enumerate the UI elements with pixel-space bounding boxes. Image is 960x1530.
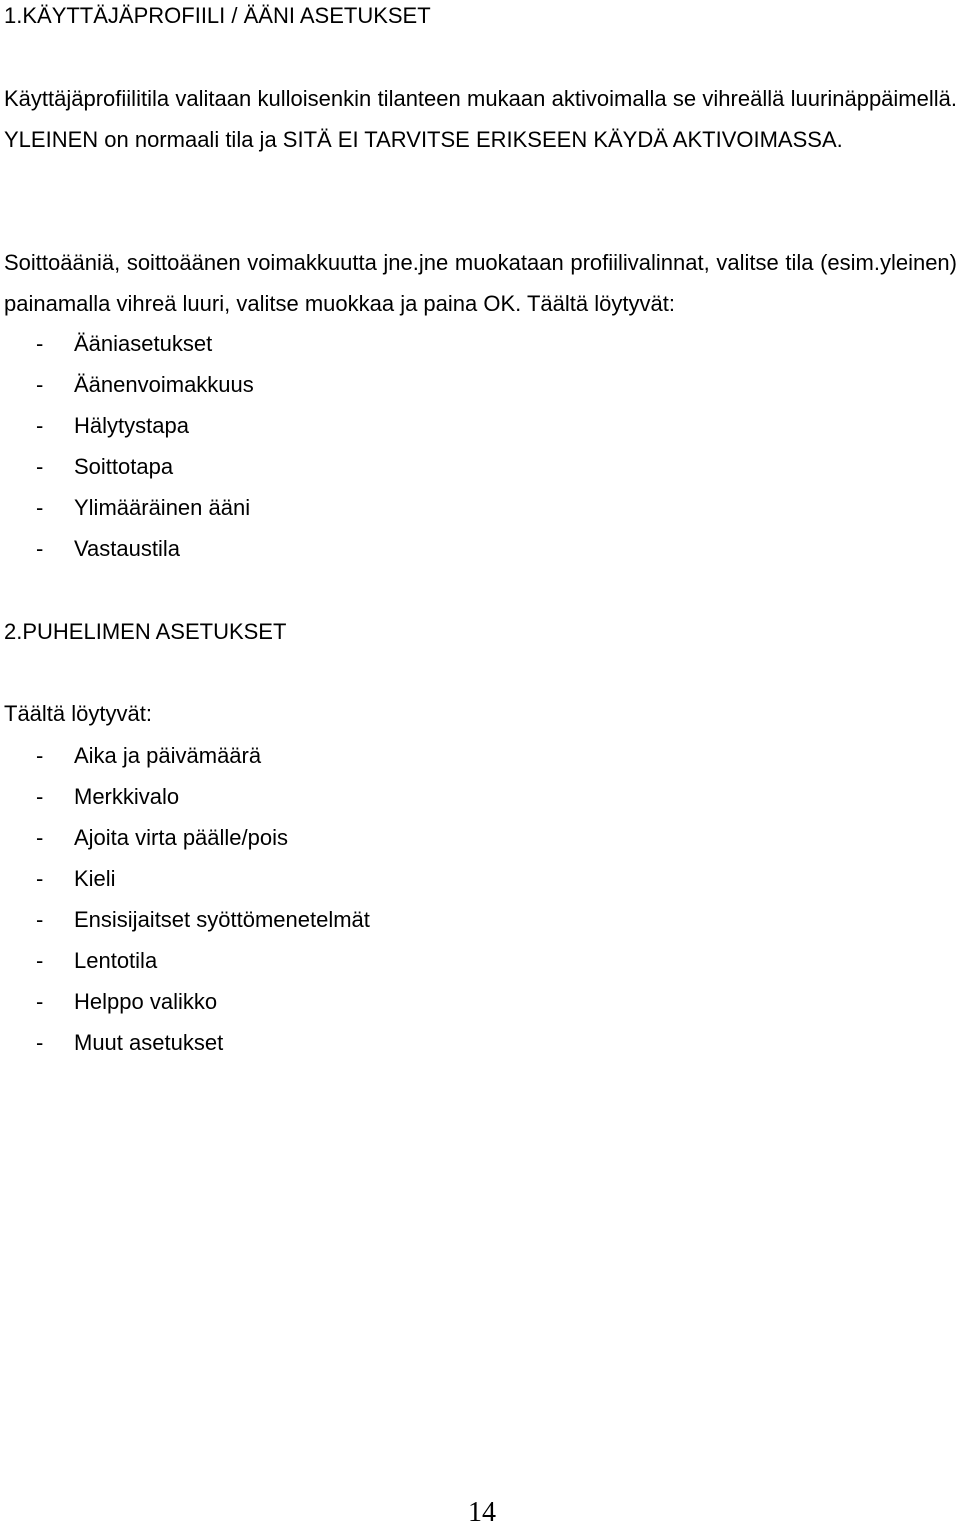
list-dash: - — [36, 495, 44, 520]
list-item-label: Aika ja päivämäärä — [74, 743, 262, 768]
page-number: 14 — [468, 1497, 496, 1528]
list-item-label: Äänenvoimakkuus — [74, 372, 254, 397]
list-dash: - — [36, 825, 44, 850]
list-dash: - — [36, 413, 44, 438]
list-dash: - — [36, 454, 44, 479]
list-dash: - — [36, 331, 44, 356]
list-item-label: Vastaustila — [74, 536, 180, 561]
list-dash: - — [36, 1030, 44, 1055]
list-dash: - — [36, 948, 44, 973]
phone-settings-intro: Täältä löytyvät: — [4, 701, 152, 726]
section-2-heading: 2.PUHELIMEN ASETUKSET — [4, 619, 287, 644]
list-item-label: Kieli — [74, 866, 116, 891]
list-dash: - — [36, 866, 44, 891]
list-dash: - — [36, 743, 44, 768]
list-dash: - — [36, 536, 44, 561]
list-item-label: Soittotapa — [74, 454, 174, 479]
list-item-label: Hälytystapa — [74, 413, 189, 438]
list-item-label: Ajoita virta päälle/pois — [74, 825, 289, 850]
list-item-label: Ääniasetukset — [74, 331, 213, 356]
list-item-label: Merkkivalo — [74, 784, 180, 809]
list-item-label: Ylimääräinen ääni — [74, 495, 251, 520]
list-item-label: Lentotila — [74, 948, 158, 973]
list-item-label: Ensisijaitset syöttömenetelmät — [74, 907, 370, 932]
section-1-heading: 1.KÄYTTÄJÄPROFIILI / ÄÄNI ASETUKSET — [4, 3, 431, 28]
list-dash: - — [36, 907, 44, 932]
list-item-label: Muut asetukset — [74, 1030, 224, 1055]
profile-intro-paragraph: Käyttäjäprofiilitila valitaan kulloisenkin tilanteen mukaan aktivoimalla se vihreällä luurinäppäimellä. YLEINEN on normaali tila ja SITÄ EI TARVITSE ERIKSEEN KÄYDÄ AKTIVOIMASSA. — [4, 86, 957, 152]
list-dash: - — [36, 784, 44, 809]
list-dash: - — [36, 372, 44, 397]
ringtone-instructions-paragraph: Soittoääniä, soittoäänen voimakkuutta jne.jne muokataan profiilivalinnat, valitse tila (esim.yleinen) painamalla vihreä luuri, valitse muokkaa ja paina OK. Täältä löytyvät: — [4, 250, 957, 316]
list-dash: - — [36, 989, 44, 1014]
list-item-label: Helppo valikko — [74, 989, 218, 1014]
